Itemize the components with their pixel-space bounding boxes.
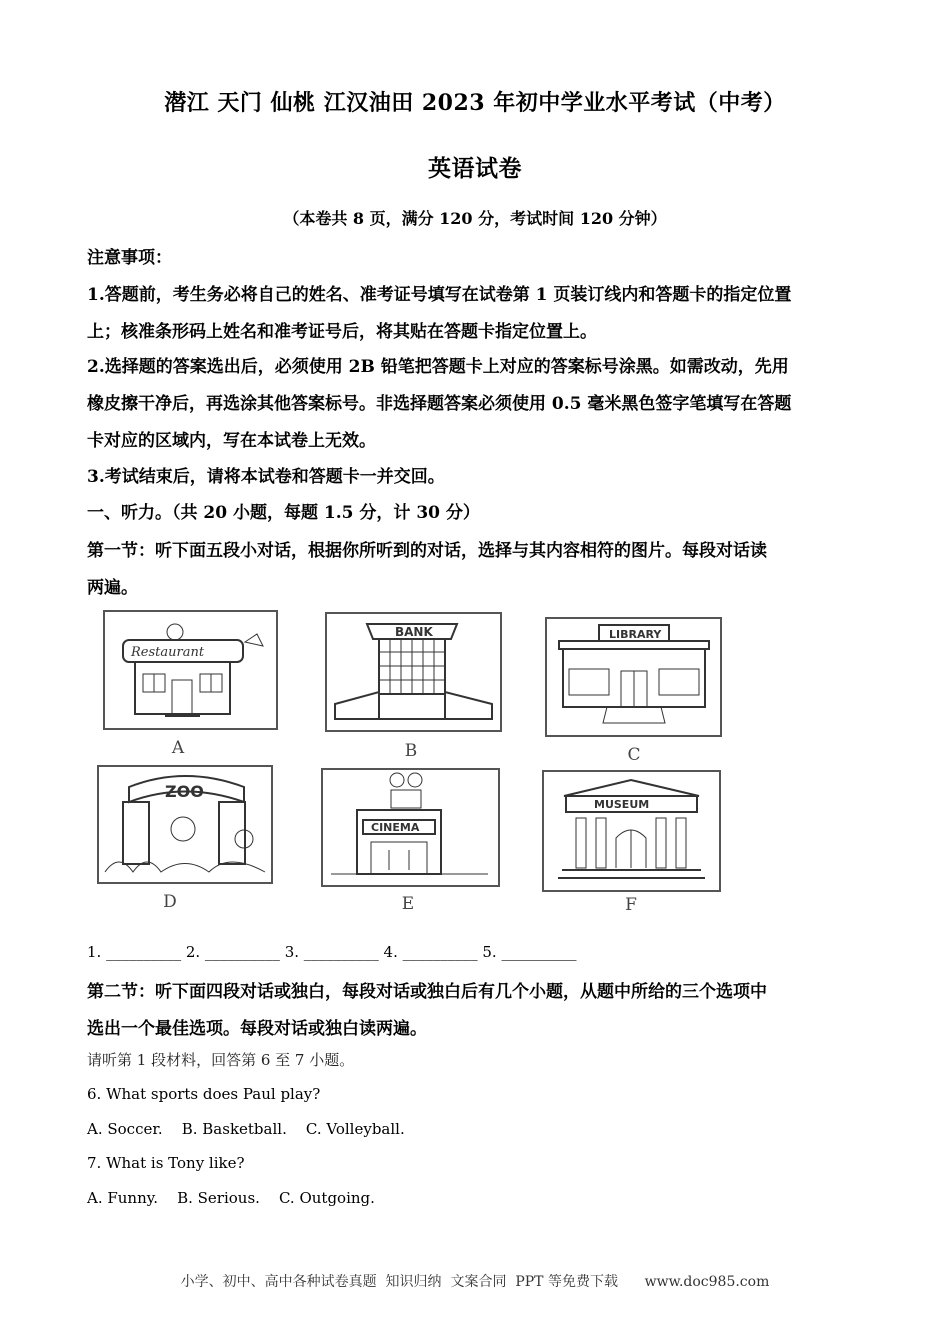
part-2-instruction-line-1: 第二节：听下面四段对话或独白，每段对话或独白后有几个小题，从题中所给的三个选项中: [87, 982, 767, 1002]
bank-icon: [327, 614, 500, 730]
part-2-instruction-line-2: 选出一个最佳选项。每段对话或独白读两遍。: [87, 1019, 427, 1039]
note-3: 3.考试结束后，请将本试卷和答题卡一并交回。: [87, 467, 445, 487]
picture-f: [542, 770, 721, 892]
picture-e: [321, 768, 500, 887]
exam-title: 潜江 天门 仙桃 江汉油田 2023 年初中学业水平考试（中考）: [164, 90, 786, 116]
museum-icon: [544, 772, 719, 890]
picture-a-label: A: [171, 738, 185, 758]
part-1-instruction-line-1: 第一节：听下面五段小对话，根据你所听到的对话，选择与其内容相符的图片。每段对话读: [87, 541, 767, 561]
section-1-heading: 一、听力。（共 20 小题，每题 1.5 分，计 30 分）: [87, 503, 480, 523]
picture-b-label: B: [404, 741, 418, 761]
note-1-line-1: 1.答题前，考生务必将自己的姓名、准考证号填写在试卷第 1 页装订线内和答题卡的指定位置: [87, 285, 792, 305]
exam-subtitle: 英语试卷: [428, 155, 522, 182]
question-7: 7. What is Tony like?: [87, 1154, 245, 1172]
question-6-options: A. Soccer. B. Basketball. C. Volleyball.: [87, 1120, 405, 1138]
picture-a: [103, 610, 278, 730]
sign-text: Restaurant: [131, 645, 205, 660]
zoo-icon: [99, 767, 271, 882]
note-2-line-1: 2.选择题的答案选出后，必须使用 2B 铅笔把答题卡上对应的答案标号涂黑。如需改动，先用: [87, 357, 789, 377]
picture-c: [545, 617, 722, 737]
picture-f-label: F: [625, 895, 637, 915]
library-icon: [547, 619, 720, 735]
picture-c-label: C: [627, 745, 641, 765]
notes-heading: 注意事项：: [87, 248, 172, 268]
picture-d: [97, 765, 273, 884]
cinema-icon: [323, 770, 498, 885]
note-2-line-3: 卡对应的区域内，写在本试卷上无效。: [87, 431, 376, 451]
answer-blanks: 1. __________ 2. __________ 3. __________ 4. __________ 5. __________: [87, 943, 577, 961]
picture-e-label: E: [401, 894, 415, 914]
sign-text: MUSEUM: [594, 798, 650, 811]
sign-text: BANK: [395, 625, 433, 639]
material-1-instruction: 请听第 1 段材料，回答第 6 至 7 小题。: [87, 1051, 355, 1069]
restaurant-icon: [105, 612, 276, 728]
part-1-instruction-line-2: 两遍。: [87, 578, 138, 598]
sign-text: CINEMA: [371, 821, 420, 834]
sign-text: ZOO: [165, 782, 204, 801]
note-2-line-2: 橡皮擦干净后，再选涂其他答案标号。非选择题答案必须使用 0.5 毫米黑色签字笔填写在答题: [87, 394, 792, 414]
note-1-line-2: 上；核准条形码上姓名和准考证号后，将其贴在答题卡指定位置上。: [87, 322, 597, 342]
question-6: 6. What sports does Paul play?: [87, 1085, 321, 1103]
exam-info: （本卷共 8 页，满分 120 分，考试时间 120 分钟）: [283, 209, 667, 228]
page-footer: 小学、初中、高中各种试卷真题 知识归纳 文案合同 PPT 等免费下载 www.doc985.com: [180, 1274, 770, 1290]
picture-d-label: D: [163, 892, 177, 912]
sign-text: LIBRARY: [609, 628, 662, 641]
picture-b: [325, 612, 502, 732]
question-7-options: A. Funny. B. Serious. C. Outgoing.: [87, 1189, 375, 1207]
